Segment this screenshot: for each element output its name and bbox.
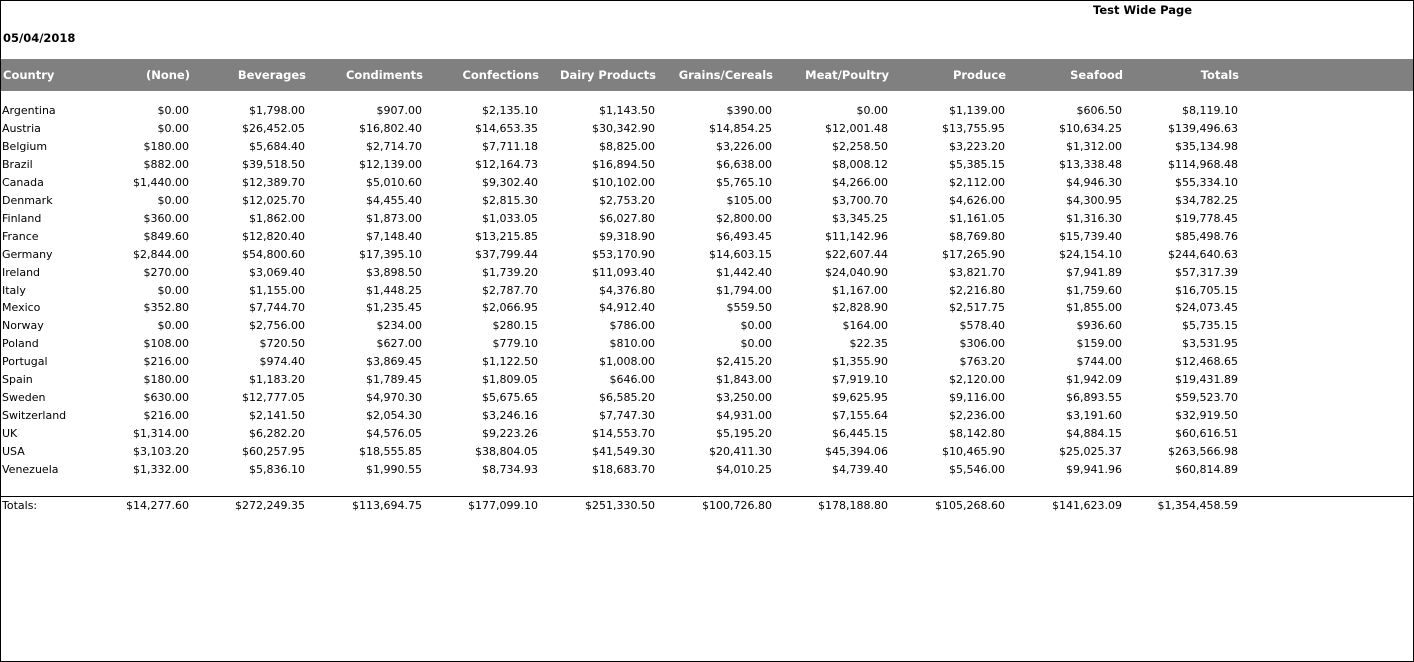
- value-cell: $6,445.15: [832, 427, 888, 441]
- value-cell: $3,869.45: [366, 355, 422, 369]
- total-cell: $113,694.75: [352, 499, 422, 512]
- report-title: Test Wide Page: [1093, 3, 1193, 17]
- value-cell: $22,607.44: [825, 247, 888, 261]
- value-cell: $1,033.05: [482, 211, 538, 225]
- value-cell: $3,821.70: [949, 265, 1005, 279]
- value-cell: $5,735.15: [1182, 319, 1238, 333]
- value-cell: $1,167.00: [832, 283, 888, 297]
- value-cell: $5,546.00: [949, 463, 1005, 476]
- value-cell: $8,734.93: [482, 463, 538, 476]
- total-cell: $100,726.80: [702, 499, 772, 512]
- value-cell: $2,844.00: [133, 247, 189, 261]
- country-cell: Italy: [2, 283, 26, 297]
- value-cell: $30,342.90: [592, 121, 655, 135]
- value-cell: $2,236.00: [949, 409, 1005, 423]
- value-cell: $2,517.75: [949, 301, 1005, 315]
- value-cell: $6,893.55: [1066, 391, 1122, 405]
- value-cell: $159.00: [1076, 337, 1122, 351]
- value-cell: $3,700.70: [832, 193, 888, 207]
- table-header: [1, 59, 1413, 91]
- value-cell: $2,258.50: [832, 139, 888, 153]
- country-cell: Ireland: [2, 265, 41, 279]
- value-cell: $11,142.96: [825, 229, 888, 243]
- value-cell: $14,553.70: [592, 427, 655, 441]
- value-cell: $4,970.30: [366, 391, 422, 405]
- value-cell: $0.00: [157, 121, 189, 135]
- value-cell: $4,455.40: [366, 193, 422, 207]
- value-cell: $24,154.10: [1059, 247, 1122, 261]
- value-cell: $974.40: [259, 355, 305, 369]
- value-cell: $16,705.15: [1175, 283, 1238, 297]
- column-header: Beverages: [237, 68, 306, 82]
- value-cell: $9,318.90: [599, 229, 655, 243]
- value-cell: $1,314.00: [133, 427, 189, 441]
- value-cell: $1,122.50: [482, 355, 538, 369]
- country-cell: France: [2, 229, 39, 243]
- value-cell: $45,394.06: [825, 445, 888, 459]
- value-cell: $54,800.60: [242, 247, 305, 261]
- value-cell: $270.00: [143, 265, 189, 279]
- value-cell: $882.00: [143, 157, 189, 171]
- value-cell: $19,431.89: [1175, 373, 1238, 387]
- total-cell: $177,099.10: [468, 499, 538, 512]
- value-cell: $41,549.30: [592, 445, 655, 459]
- value-cell: $5,836.10: [249, 463, 305, 476]
- column-header: Meat/Poultry: [805, 68, 889, 82]
- value-cell: $8,142.80: [949, 427, 1005, 441]
- value-cell: $24,040.90: [825, 265, 888, 279]
- value-cell: $1,855.00: [1066, 301, 1122, 315]
- value-cell: $0.00: [740, 319, 772, 333]
- value-cell: $627.00: [376, 337, 422, 351]
- value-cell: $19,778.45: [1175, 211, 1238, 225]
- value-cell: $17,395.10: [359, 247, 422, 261]
- value-cell: $7,155.64: [832, 409, 888, 423]
- value-cell: $10,102.00: [592, 175, 655, 189]
- column-header: Confections: [462, 68, 539, 82]
- value-cell: $9,941.96: [1066, 463, 1122, 476]
- value-cell: $4,884.15: [1066, 427, 1122, 441]
- value-cell: $3,898.50: [366, 265, 422, 279]
- value-cell: $10,634.25: [1059, 121, 1122, 135]
- value-cell: $234.00: [376, 319, 422, 333]
- value-cell: $1,235.45: [366, 301, 422, 315]
- value-cell: $1,798.00: [249, 104, 305, 117]
- value-cell: $4,576.05: [366, 427, 422, 441]
- value-cell: $105.00: [726, 193, 772, 207]
- total-cell: $105,268.60: [935, 499, 1005, 512]
- value-cell: $0.00: [157, 193, 189, 207]
- value-cell: $4,266.00: [832, 175, 888, 189]
- value-cell: $1,789.45: [366, 373, 422, 387]
- value-cell: $390.00: [726, 104, 772, 117]
- value-cell: $12,164.73: [475, 157, 538, 171]
- value-cell: $630.00: [143, 391, 189, 405]
- value-cell: $5,195.20: [716, 427, 772, 441]
- value-cell: $646.00: [609, 373, 655, 387]
- column-header: Totals: [1200, 68, 1239, 82]
- value-cell: $12,001.48: [825, 121, 888, 135]
- value-cell: $2,120.00: [949, 373, 1005, 387]
- column-header: (None): [145, 68, 190, 82]
- value-cell: $810.00: [609, 337, 655, 351]
- value-cell: $11,093.40: [592, 265, 655, 279]
- value-cell: $9,625.95: [832, 391, 888, 405]
- country-cell: Spain: [2, 373, 33, 387]
- value-cell: $2,054.30: [366, 409, 422, 423]
- value-cell: $6,585.20: [599, 391, 655, 405]
- value-cell: $1,312.00: [1066, 139, 1122, 153]
- country-cell: Finland: [2, 211, 42, 225]
- value-cell: $7,919.10: [832, 373, 888, 387]
- column-header: Country: [3, 68, 55, 82]
- value-cell: $3,191.60: [1066, 409, 1122, 423]
- total-cell: $272,249.35: [235, 499, 305, 512]
- value-cell: $2,112.00: [949, 175, 1005, 189]
- value-cell: $559.50: [726, 301, 772, 315]
- value-cell: $216.00: [143, 409, 189, 423]
- country-cell: Argentina: [2, 104, 56, 117]
- value-cell: $9,223.26: [482, 427, 538, 441]
- value-cell: $2,135.10: [482, 104, 538, 117]
- value-cell: $2,756.00: [249, 319, 305, 333]
- value-cell: $12,389.70: [242, 175, 305, 189]
- value-cell: $16,894.50: [592, 157, 655, 171]
- value-cell: $5,675.65: [482, 391, 538, 405]
- value-cell: $2,066.95: [482, 301, 538, 315]
- value-cell: $12,025.70: [242, 193, 305, 207]
- value-cell: $38,804.05: [475, 445, 538, 459]
- value-cell: $10,465.90: [942, 445, 1005, 459]
- column-header: Dairy Products: [560, 68, 656, 82]
- value-cell: $606.50: [1076, 104, 1122, 117]
- value-cell: $60,616.51: [1175, 427, 1238, 441]
- value-cell: $3,103.20: [133, 445, 189, 459]
- value-cell: $3,531.95: [1182, 337, 1238, 351]
- value-cell: $55,334.10: [1175, 175, 1238, 189]
- value-cell: $3,246.16: [482, 409, 538, 423]
- country-cell: Portugal: [2, 355, 48, 369]
- value-cell: $244,640.63: [1168, 247, 1238, 261]
- value-cell: $786.00: [609, 319, 655, 333]
- value-cell: $39,518.50: [242, 157, 305, 171]
- value-cell: $3,069.40: [249, 265, 305, 279]
- value-cell: $12,139.00: [359, 157, 422, 171]
- total-cell: $251,330.50: [585, 499, 655, 512]
- value-cell: $14,603.15: [709, 247, 772, 261]
- value-cell: $20,411.30: [709, 445, 772, 459]
- value-cell: $2,787.70: [482, 283, 538, 297]
- value-cell: $16,802.40: [359, 121, 422, 135]
- totals-label: Totals:: [2, 499, 38, 512]
- value-cell: $0.00: [856, 104, 888, 117]
- value-cell: $720.50: [259, 337, 305, 351]
- value-cell: $34,782.25: [1175, 193, 1238, 207]
- column-header: Produce: [952, 68, 1006, 82]
- value-cell: $4,300.95: [1066, 193, 1122, 207]
- value-cell: $2,800.00: [716, 211, 772, 225]
- value-cell: $85,498.76: [1175, 229, 1238, 243]
- value-cell: $936.60: [1076, 319, 1122, 333]
- value-cell: $1,008.00: [599, 355, 655, 369]
- value-cell: $1,143.50: [599, 104, 655, 117]
- value-cell: $8,769.80: [949, 229, 1005, 243]
- value-cell: $35,134.98: [1175, 139, 1238, 153]
- value-cell: $164.00: [842, 319, 888, 333]
- value-cell: $59,523.70: [1175, 391, 1238, 405]
- value-cell: $108.00: [143, 337, 189, 351]
- total-cell: $141,623.09: [1052, 499, 1122, 512]
- value-cell: $306.00: [959, 337, 1005, 351]
- value-cell: $360.00: [143, 211, 189, 225]
- value-cell: $2,828.90: [832, 301, 888, 315]
- value-cell: $60,814.89: [1175, 463, 1238, 476]
- value-cell: $1,440.00: [133, 175, 189, 189]
- country-cell: Sweden: [2, 391, 46, 405]
- total-cell: $178,188.80: [818, 499, 888, 512]
- value-cell: $744.00: [1076, 355, 1122, 369]
- value-cell: $4,376.80: [599, 283, 655, 297]
- value-cell: $18,683.70: [592, 463, 655, 476]
- value-cell: $0.00: [157, 104, 189, 117]
- value-cell: $9,116.00: [949, 391, 1005, 405]
- value-cell: $4,739.40: [832, 463, 888, 476]
- value-cell: $1,739.20: [482, 265, 538, 279]
- value-cell: $6,282.20: [249, 427, 305, 441]
- country-cell: Brazil: [2, 157, 33, 171]
- value-cell: $1,843.00: [716, 373, 772, 387]
- value-cell: $1,794.00: [716, 283, 772, 297]
- value-cell: $22.35: [849, 337, 888, 351]
- value-cell: $2,415.20: [716, 355, 772, 369]
- value-cell: $578.40: [959, 319, 1005, 333]
- value-cell: $114,968.48: [1168, 157, 1238, 171]
- value-cell: $1,759.60: [1066, 283, 1122, 297]
- value-cell: $7,744.70: [249, 301, 305, 315]
- value-cell: $18,555.85: [359, 445, 422, 459]
- value-cell: $1,448.25: [366, 283, 422, 297]
- total-cell: $1,354,458.59: [1157, 499, 1238, 512]
- value-cell: $5,385.15: [949, 157, 1005, 171]
- value-cell: $6,638.00: [716, 157, 772, 171]
- value-cell: $1,355.90: [832, 355, 888, 369]
- value-cell: $139,496.63: [1168, 121, 1238, 135]
- value-cell: $24,073.45: [1175, 301, 1238, 315]
- value-cell: $13,215.85: [475, 229, 538, 243]
- value-cell: $14,854.25: [709, 121, 772, 135]
- value-cell: $1,139.00: [949, 104, 1005, 117]
- column-header: Grains/Cereals: [678, 68, 773, 82]
- country-cell: USA: [2, 445, 25, 459]
- value-cell: $5,684.40: [249, 139, 305, 153]
- value-cell: $4,010.25: [716, 463, 772, 476]
- value-cell: $352.80: [143, 301, 189, 315]
- country-cell: Venezuela: [2, 463, 59, 476]
- value-cell: $849.60: [143, 229, 189, 243]
- value-cell: $263,566.98: [1168, 445, 1238, 459]
- value-cell: $180.00: [143, 139, 189, 153]
- value-cell: $3,250.00: [716, 391, 772, 405]
- country-cell: Norway: [2, 319, 44, 333]
- value-cell: $3,345.25: [832, 211, 888, 225]
- value-cell: $1,155.00: [249, 283, 305, 297]
- value-cell: $7,941.89: [1066, 265, 1122, 279]
- value-cell: $1,442.40: [716, 265, 772, 279]
- value-cell: $1,316.30: [1066, 211, 1122, 225]
- value-cell: $907.00: [376, 104, 422, 117]
- value-cell: $180.00: [143, 373, 189, 387]
- value-cell: $216.00: [143, 355, 189, 369]
- value-cell: $1,873.00: [366, 211, 422, 225]
- value-cell: $1,990.55: [366, 463, 422, 476]
- country-cell: Austria: [2, 121, 41, 135]
- value-cell: $12,820.40: [242, 229, 305, 243]
- value-cell: $5,010.60: [366, 175, 422, 189]
- value-cell: $3,226.00: [716, 139, 772, 153]
- value-cell: $4,626.00: [949, 193, 1005, 207]
- value-cell: $4,931.00: [716, 409, 772, 423]
- country-cell: Germany: [2, 247, 53, 261]
- value-cell: $8,008.12: [832, 157, 888, 171]
- column-header: Condiments: [345, 68, 423, 82]
- value-cell: $779.10: [492, 337, 538, 351]
- value-cell: $37,799.44: [475, 247, 538, 261]
- country-cell: Canada: [2, 175, 44, 189]
- value-cell: $2,216.80: [949, 283, 1005, 297]
- value-cell: $7,148.40: [366, 229, 422, 243]
- country-cell: UK: [2, 427, 18, 441]
- value-cell: $6,493.45: [716, 229, 772, 243]
- report-date: 05/04/2018: [3, 31, 76, 45]
- value-cell: $13,755.95: [942, 121, 1005, 135]
- value-cell: $280.15: [492, 319, 538, 333]
- value-cell: $4,912.40: [599, 301, 655, 315]
- value-cell: $0.00: [740, 337, 772, 351]
- value-cell: $2,753.20: [599, 193, 655, 207]
- country-cell: Poland: [2, 337, 39, 351]
- value-cell: $7,711.18: [482, 139, 538, 153]
- value-cell: $1,332.00: [133, 463, 189, 476]
- value-cell: $1,809.05: [482, 373, 538, 387]
- value-cell: $8,119.10: [1182, 104, 1238, 117]
- value-cell: $1,183.20: [249, 373, 305, 387]
- country-cell: Denmark: [2, 193, 53, 207]
- value-cell: $3,223.20: [949, 139, 1005, 153]
- value-cell: $2,815.30: [482, 193, 538, 207]
- value-cell: $8,825.00: [599, 139, 655, 153]
- value-cell: $26,452.05: [242, 121, 305, 135]
- column-header: Seafood: [1070, 68, 1123, 82]
- value-cell: $12,777.05: [242, 391, 305, 405]
- value-cell: $32,919.50: [1175, 409, 1238, 423]
- country-cell: Mexico: [2, 301, 41, 315]
- total-cell: $14,277.60: [126, 499, 189, 512]
- value-cell: $57,317.39: [1175, 265, 1238, 279]
- value-cell: $6,027.80: [599, 211, 655, 225]
- value-cell: $25,025.37: [1059, 445, 1122, 459]
- value-cell: $0.00: [157, 283, 189, 297]
- value-cell: $15,739.40: [1059, 229, 1122, 243]
- value-cell: $763.20: [959, 355, 1005, 369]
- country-cell: Belgium: [2, 139, 48, 153]
- value-cell: $12,468.65: [1175, 355, 1238, 369]
- value-cell: $4,946.30: [1066, 175, 1122, 189]
- value-cell: $2,141.50: [249, 409, 305, 423]
- value-cell: $14,653.35: [475, 121, 538, 135]
- value-cell: $5,765.10: [716, 175, 772, 189]
- country-cell: Switzerland: [2, 409, 67, 423]
- value-cell: $0.00: [157, 319, 189, 333]
- value-cell: $53,170.90: [592, 247, 655, 261]
- value-cell: $1,942.09: [1066, 373, 1122, 387]
- value-cell: $1,161.05: [949, 211, 1005, 225]
- value-cell: $1,862.00: [249, 211, 305, 225]
- value-cell: $9,302.40: [482, 175, 538, 189]
- value-cell: $2,714.70: [366, 139, 422, 153]
- value-cell: $13,338.48: [1059, 157, 1122, 171]
- value-cell: $60,257.95: [242, 445, 305, 459]
- value-cell: $7,747.30: [599, 409, 655, 423]
- value-cell: $17,265.90: [942, 247, 1005, 261]
